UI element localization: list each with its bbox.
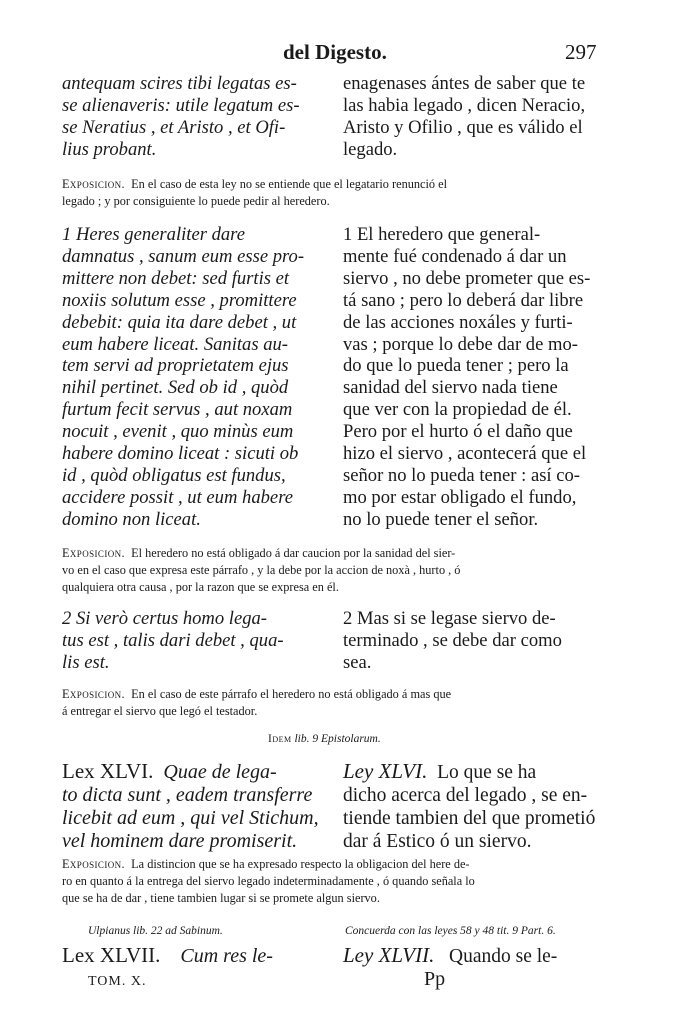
source-attribution-idem bbox=[268, 733, 381, 745]
text-line: tus est , talis dari debet , qua- bbox=[62, 630, 284, 651]
text-line: habere domino liceat : sicuti ob bbox=[62, 443, 299, 465]
text-line: ro en quanto á la entrega del siervo legado indeterminadamente , ó quando señala lo bbox=[62, 874, 475, 888]
spanish-column-section2 bbox=[343, 608, 603, 674]
text-line: no lo puede tener el señor. bbox=[343, 508, 539, 530]
exposicion-label: Exposicion. bbox=[62, 546, 125, 560]
spanish-column-lex47 bbox=[343, 944, 605, 968]
text-line: La distincion que se ha expresado respecto la obligacion del here de- bbox=[131, 857, 470, 871]
latin-column-lex46 bbox=[62, 760, 334, 853]
text-line: que ver con la propiedad de él. bbox=[343, 399, 572, 421]
text-line: las habia legado , dicen Neracio, bbox=[343, 95, 586, 116]
concordance-note: Concuerda con las leyes 58 y 48 tit. 9 Part. 6. bbox=[345, 925, 556, 937]
text-line: vas ; porque lo debe dar de mo- bbox=[343, 333, 578, 355]
source-author: Idem bbox=[268, 733, 292, 745]
volume-mark: TOM. X. bbox=[88, 974, 147, 989]
text-line: enagenases ántes de saber que te bbox=[343, 73, 586, 94]
text-line: debebit: quia ita dare debet , ut bbox=[62, 311, 297, 333]
text-line: sanidad del siervo nada tiene bbox=[343, 377, 558, 399]
text-line: mittere non debet: sed furtis et bbox=[62, 267, 290, 289]
text-line: furtum fecit servus , aut noxam bbox=[62, 399, 293, 421]
running-header-title: del Digesto. bbox=[283, 40, 387, 64]
latin-column-lex47 bbox=[62, 944, 322, 968]
text-line: damnatus , sanum eum esse pro- bbox=[62, 245, 305, 267]
text-line: El heredero no está obligado á dar caucion por la sanidad del sier- bbox=[131, 546, 456, 560]
text-line: tá sano ; pero lo deberá dar libre bbox=[343, 289, 584, 311]
ley-heading: Ley XLVI. bbox=[343, 759, 428, 783]
text-line: á entregar el siervo que legó el testador. bbox=[62, 704, 258, 718]
text-line: tem servi ad proprietatem ejus bbox=[62, 355, 289, 377]
text-line: dar á Estico ó un siervo. bbox=[343, 831, 532, 852]
latin-column-block1 bbox=[62, 73, 332, 161]
text-line: Quae de lega- bbox=[163, 761, 277, 783]
text-line: que se ha de dar , tiene tambien lugar si se promete algun siervo. bbox=[62, 891, 380, 905]
exposicion-note-1 bbox=[62, 176, 600, 210]
exposicion-note-2 bbox=[62, 545, 600, 596]
text-line: lis est. bbox=[62, 652, 110, 673]
text-line: vel hominem dare promiserit. bbox=[62, 830, 298, 852]
text-line: siervo , no debe prometer que es- bbox=[343, 267, 591, 289]
lex-heading: Lex XLVII. bbox=[62, 943, 161, 967]
text-line: domino non liceat. bbox=[62, 508, 201, 530]
text-line: Pero por el hurto ó el daño que bbox=[343, 421, 573, 443]
text-line: se alienaveris: utile legatum es- bbox=[62, 95, 300, 116]
spanish-column-lex46 bbox=[343, 760, 605, 853]
text-line: señor no lo pueda tener : así co- bbox=[343, 464, 580, 486]
text-line: Lo que se ha bbox=[437, 762, 537, 783]
text-line: Cum res le- bbox=[180, 945, 273, 967]
text-line: qualquiera otra causa , por la razon que se expresa en él. bbox=[62, 580, 339, 594]
exposicion-label: Exposicion. bbox=[62, 857, 125, 871]
text-line: Aristo y Ofilio , que es válido el bbox=[343, 117, 583, 138]
text-line: 1 El heredero que general- bbox=[343, 224, 541, 245]
text-line: de las acciones noxáles y furti- bbox=[343, 311, 573, 333]
text-line: nocuit , evenit , quo minùs eum bbox=[62, 421, 294, 443]
text-line: licebit ad eum , qui vel Stichum, bbox=[62, 807, 319, 829]
text-line: 2 Mas si se legase siervo de- bbox=[343, 608, 556, 629]
text-line: se Neratius , et Aristo , et Ofi- bbox=[62, 117, 286, 138]
source-ulpian: Ulpianus lib. 22 ad Sabinum. bbox=[88, 925, 223, 937]
text-line: mo por estar obligado el fundo, bbox=[343, 486, 577, 508]
text-line: accidere possit , ut eum habere bbox=[62, 486, 293, 508]
text-line: mente fué condenado á dar un bbox=[343, 245, 567, 267]
text-line: dicho acerca del legado , se en- bbox=[343, 785, 588, 806]
text-line: legado ; y por consiguiente lo puede pedir al heredero. bbox=[62, 194, 330, 208]
ley-heading: Ley XLVII. bbox=[343, 943, 435, 967]
exposicion-note-4 bbox=[62, 856, 600, 907]
text-line: sea. bbox=[343, 652, 372, 673]
text-line: do que lo pueda tener ; pero la bbox=[343, 355, 569, 377]
text-line: 2 Si verò certus homo lega- bbox=[62, 608, 268, 629]
latin-column-section1 bbox=[62, 224, 332, 531]
page-number: 297 bbox=[565, 40, 597, 64]
text-line: to dicta sunt , eadem transferre bbox=[62, 784, 313, 806]
text-line: nihil pertinet. Sed ob id , quòd bbox=[62, 377, 289, 399]
text-line: legado. bbox=[343, 139, 398, 160]
text-line: vo en el caso que expresa este párrafo , y la debe por la accion de noxà , hurto , ó bbox=[62, 563, 461, 577]
spanish-column-block1 bbox=[343, 73, 603, 161]
exposicion-label: Exposicion. bbox=[62, 177, 125, 191]
exposicion-note-3 bbox=[62, 686, 600, 720]
text-line: id , quòd obligatus est fundus, bbox=[62, 464, 286, 486]
source-work: lib. 9 Epistolarum. bbox=[294, 733, 381, 745]
signature-mark: Pp bbox=[424, 968, 446, 990]
text-line: 1 Heres generaliter dare bbox=[62, 224, 245, 245]
text-line: antequam scires tibi legatas es- bbox=[62, 73, 297, 94]
text-line: hizo el siervo , acontecerá que el bbox=[343, 443, 587, 465]
text-line: Quando se le- bbox=[449, 946, 558, 967]
lex-heading: Lex XLVI. bbox=[62, 759, 154, 783]
text-line: lius probant. bbox=[62, 139, 157, 160]
text-line: terminado , se debe dar como bbox=[343, 630, 562, 651]
text-line: En el caso de este párrafo el heredero no está obligado á mas que bbox=[131, 687, 452, 701]
text-line: eum habere liceat. Sanitas au- bbox=[62, 333, 289, 355]
text-line: En el caso de esta ley no se entiende que el legatario renunció el bbox=[131, 177, 447, 191]
text-line: noxiis solutum esse , promittere bbox=[62, 289, 297, 311]
latin-column-section2 bbox=[62, 608, 332, 674]
text-line: tiende tambien del que prometió bbox=[343, 808, 596, 829]
spanish-column-section1 bbox=[343, 224, 603, 531]
exposicion-label: Exposicion. bbox=[62, 687, 125, 701]
